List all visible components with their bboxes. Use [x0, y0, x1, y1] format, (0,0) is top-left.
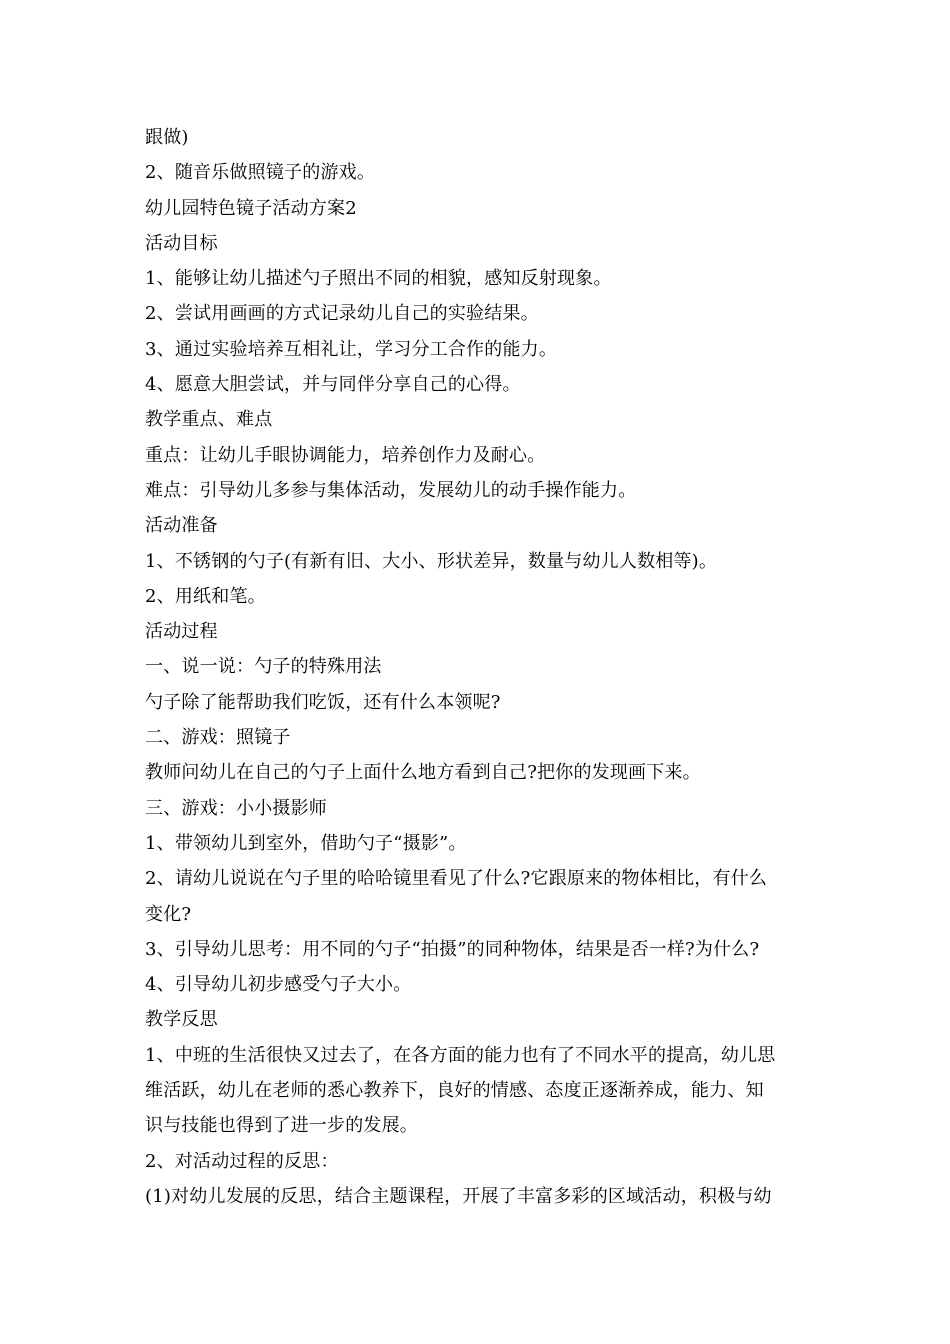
- section-heading: 活动目标: [145, 232, 218, 254]
- section-heading: 活动准备: [145, 515, 218, 537]
- list-item: 2、请幼儿说说在勺子里的哈哈镜里看见了什么?它跟原来的物体相比，有什么: [145, 868, 768, 890]
- list-item: 1、能够让幼儿描述勺子照出不同的相貌，感知反射现象。: [145, 268, 612, 290]
- section-heading: 教学反思: [145, 1009, 218, 1031]
- text-line: (1)对幼儿发展的反思，结合主题课程，开展了丰富多彩的区域活动，积极与幼: [145, 1185, 772, 1207]
- text-line: 维活跃，幼儿在老师的悉心教养下，良好的情感、态度正逐渐养成，能力、知: [145, 1080, 764, 1102]
- list-item: 1、带领幼儿到室外，借助勺子“摄影”。: [145, 832, 467, 854]
- text-line: 变化?: [145, 903, 192, 925]
- subsection-heading: 二、游戏：照镜子: [145, 727, 291, 749]
- list-item: 1、中班的生活很快又过去了，在各方面的能力也有了不同水平的提高，幼儿思: [145, 1044, 776, 1066]
- subsection-heading: 三、游戏：小小摄影师: [145, 797, 327, 819]
- section-title: 幼儿园特色镜子活动方案2: [145, 197, 357, 219]
- text-line: 勺子除了能帮助我们吃饭，还有什么本领呢?: [145, 691, 501, 713]
- text-line: 难点：引导幼儿多参与集体活动，发展幼儿的动手操作能力。: [145, 479, 637, 501]
- list-item: 1、不锈钢的勺子(有新有旧、大小、形状差异，数量与幼儿人数相等)。: [145, 550, 718, 572]
- section-heading: 活动过程: [145, 621, 218, 643]
- section-heading: 教学重点、难点: [145, 409, 273, 431]
- list-item: 2、对活动过程的反思：: [145, 1150, 339, 1172]
- text-line: 教师问幼儿在自己的勺子上面什么地方看到自己?把你的发现画下来。: [145, 762, 701, 784]
- list-item: 4、愿意大胆尝试，并与同伴分享自己的心得。: [145, 374, 521, 396]
- list-item: 3、引导幼儿思考：用不同的勺子“拍摄”的同种物体，结果是否一样?为什么?: [145, 938, 760, 960]
- document-body: [145, 120, 810, 1214]
- list-item: 4、引导幼儿初步感受勺子大小。: [145, 974, 412, 996]
- list-item: 2、用纸和笔。: [145, 585, 266, 607]
- list-item: 2、随音乐做照镜子的游戏。: [145, 162, 376, 184]
- list-item: 2、尝试用画画的方式记录幼儿自己的实验结果。: [145, 303, 539, 325]
- text-line: 识与技能也得到了进一步的发展。: [145, 1115, 418, 1137]
- subsection-heading: 一、说一说：勺子的特殊用法: [145, 656, 382, 678]
- list-item: 3、通过实验培养互相礼让，学习分工合作的能力。: [145, 338, 558, 360]
- text-line: 重点：让幼儿手眼协调能力，培养创作力及耐心。: [145, 444, 546, 466]
- text-line: 跟做): [145, 127, 189, 148]
